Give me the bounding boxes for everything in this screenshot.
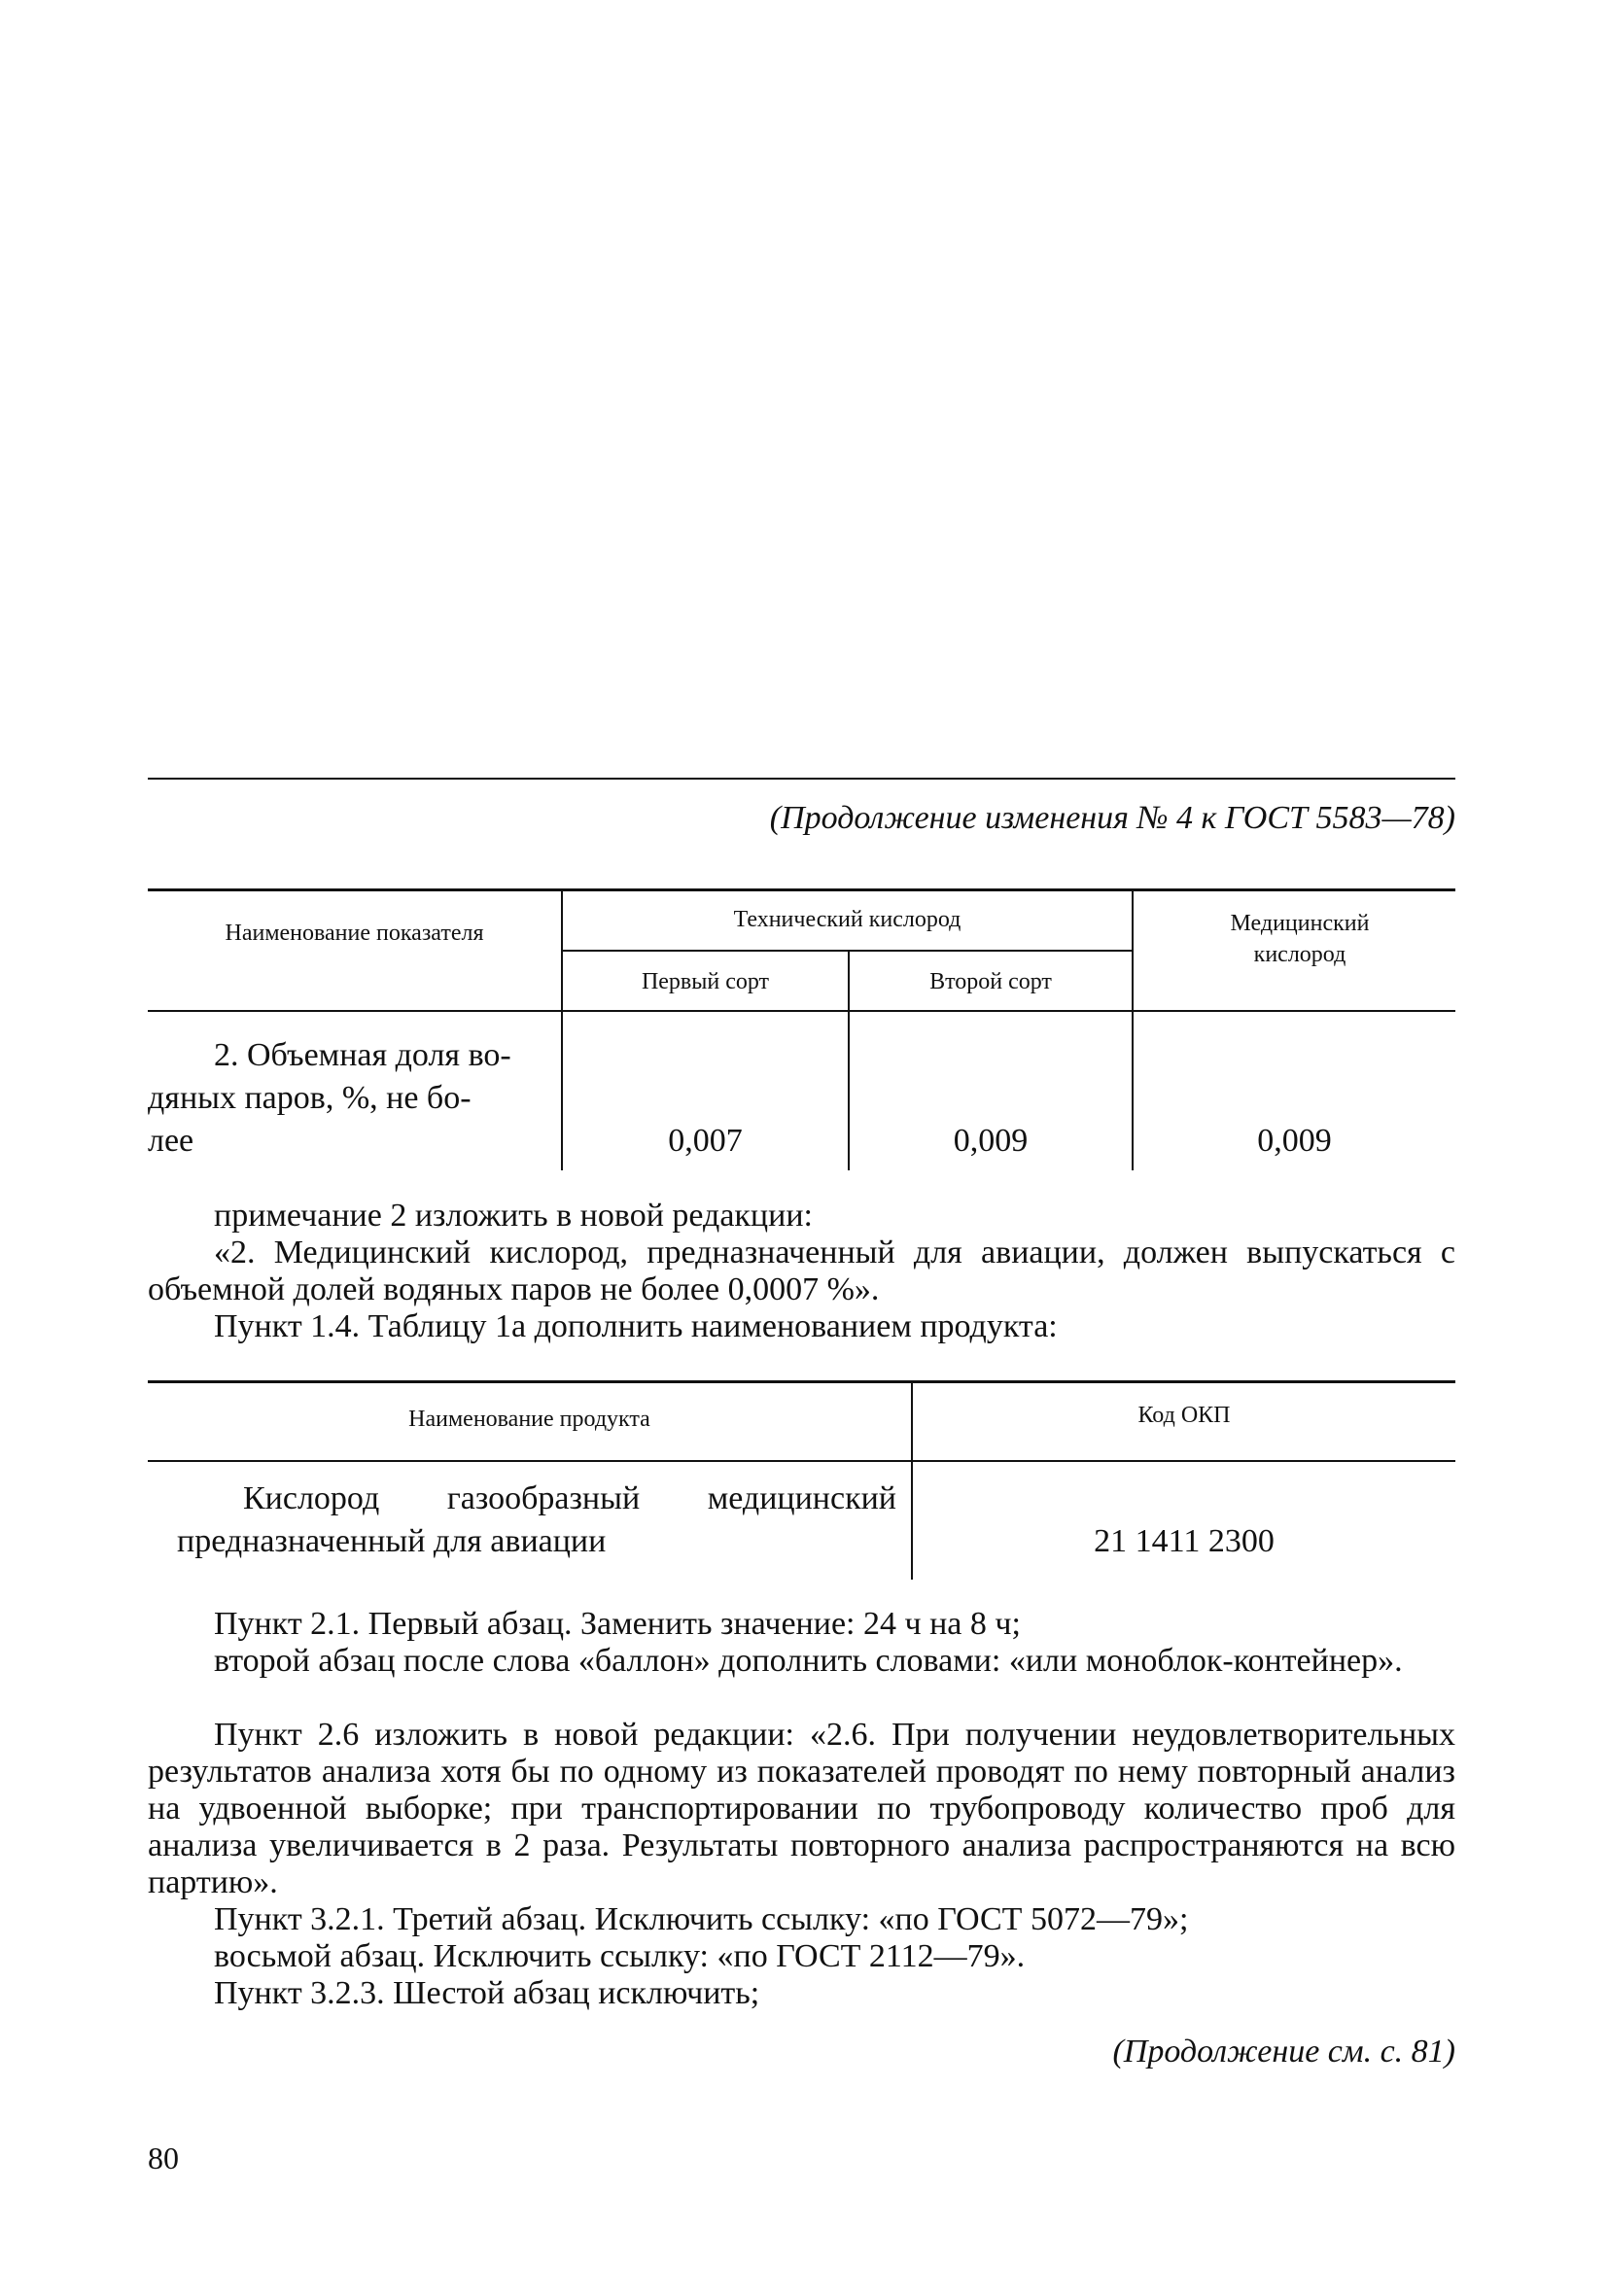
header-second-grade: Второй сорт <box>929 969 1052 994</box>
paragraph: Пункт 2.1. Первый абзац. Заменить значение: 24 ч на 8 ч; <box>214 1606 1021 1642</box>
table-rule <box>561 950 1132 952</box>
continuation-header: (Продолжение изменения № 4 к ГОСТ 5583—78) <box>769 800 1455 836</box>
header-code: Код ОКП <box>1137 1403 1231 1428</box>
paragraph: второй абзац после слова «баллон» дополнить словами: «или моноблок-контейнер». <box>214 1643 1403 1679</box>
header-first-grade: Первый сорт <box>641 969 770 994</box>
value-first-grade: 0,007 <box>668 1123 743 1159</box>
table-rule <box>148 1010 1455 1012</box>
row-name-line: лее <box>148 1123 194 1159</box>
row-name-line: 2. Объемная доля во- <box>214 1037 511 1073</box>
product-code: 21 1411 2300 <box>1094 1523 1275 1559</box>
table-rule <box>148 1380 1455 1383</box>
header-indicator: Наименование показателя <box>225 921 484 946</box>
product-name <box>177 1478 896 1563</box>
paragraph: Пункт 2.6 изложить в новой редакции: «2.6. При получении неудовлетворительных результатов анализа хотя бы по одному из показателей проводят по нему повторный анализ на удвоенной выборке; при транспортировании по трубопроводу количество проб для анализа увеличивается в 2 раза. Результаты повторного анализа распространяются на всю партию». <box>148 1717 1455 1900</box>
value-medical: 0,009 <box>1257 1123 1332 1159</box>
header-rule <box>148 778 1455 780</box>
table-rule <box>148 1460 1455 1462</box>
table-rule <box>148 888 1455 891</box>
continuation-footer: (Продолжение см. с. 81) <box>1112 2034 1455 2070</box>
header-product: Наименование продукта <box>408 1407 650 1432</box>
value-second-grade: 0,009 <box>953 1123 1029 1159</box>
paragraph: Пункт 1.4. Таблицу 1а дополнить наименованием продукта: <box>214 1308 1058 1344</box>
paragraph: Пункт 3.2.1. Третий абзац. Исключить ссылку: «по ГОСТ 5072—79»; <box>214 1901 1189 1937</box>
paragraph: Пункт 3.2.3. Шестой абзац исключить; <box>214 1975 760 2011</box>
row-indicator-name <box>148 1034 546 1163</box>
product-name-line: предназначенный для авиации <box>177 1523 607 1559</box>
row-name-line: дяных паров, %, не бо- <box>148 1080 472 1116</box>
header-medical: Медицинский кислород <box>1230 911 1370 967</box>
page-number: 80 <box>148 2140 179 2175</box>
product-name-line: Кислород газообразный медицинский <box>243 1480 896 1516</box>
indicators-table <box>148 888 1455 1170</box>
product-table <box>148 1380 1455 1580</box>
paragraph: «2. Медицинский кислород, предназначенный для авиации, должен выпускаться с объемной долей водяных паров не более 0,0007 %». <box>148 1235 1455 1307</box>
paragraph: восьмой абзац. Исключить ссылку: «по ГОСТ 2112—79». <box>214 1938 1026 1974</box>
header-technical: Технический кислород <box>733 907 961 932</box>
paragraph: примечание 2 изложить в новой редакции: <box>214 1198 813 1234</box>
